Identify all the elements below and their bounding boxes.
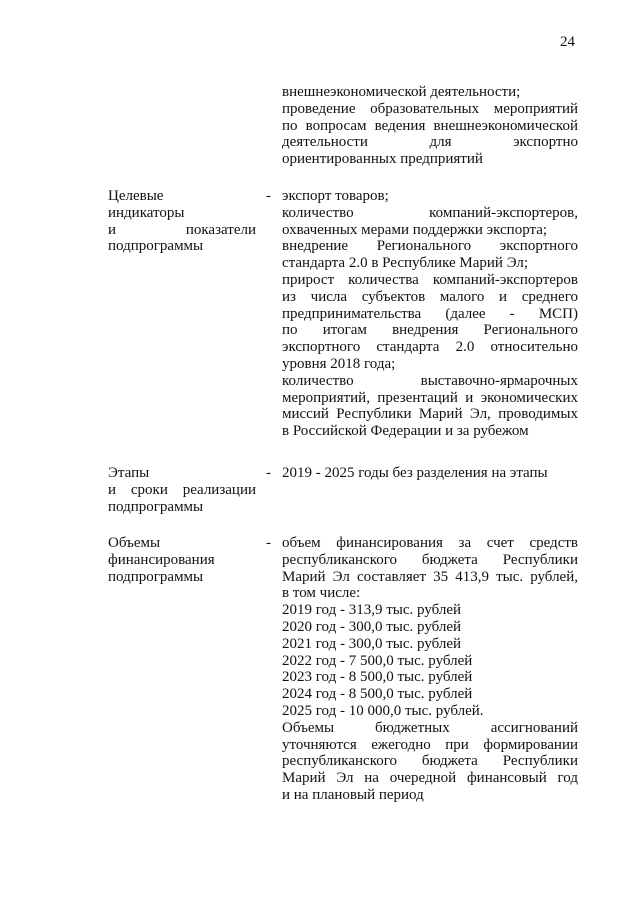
text-line: из числа субъектов малого и среднего: [282, 288, 578, 305]
section-dash: -: [266, 535, 271, 551]
text-line: внедрение Регионального экспортного: [282, 238, 578, 255]
text-line: республиканского бюджета Республики: [282, 753, 578, 770]
text-line: ориентированных предприятий: [282, 151, 483, 168]
text-line: уточняются ежегодно при формировании: [282, 736, 578, 753]
text-line: в том числе:: [282, 585, 361, 602]
section-dash: -: [266, 188, 271, 204]
text-line: 2020 год - 300,0 тыс. рублей: [282, 618, 462, 635]
page-number: 24: [560, 34, 575, 50]
section-dash: -: [266, 465, 271, 481]
label-line: Целевые: [108, 188, 164, 204]
text-line: миссий Республики Марий Эл, проводимых: [282, 406, 578, 423]
text-line: по вопросам ведения внешнеэкономической: [282, 117, 578, 134]
section-body: [282, 465, 578, 482]
text-line: 2021 год - 300,0 тыс. рублей: [282, 635, 462, 652]
text-line: экспорт товаров;: [282, 188, 389, 204]
top-continuation-text: [282, 84, 578, 168]
label-line: Этапы: [108, 465, 150, 481]
text-line: 2019 - 2025 годы без разделения на этапы: [282, 465, 548, 481]
section-body: [282, 535, 578, 804]
label-line: подпрограммы: [108, 568, 204, 585]
text-line: количество выставочно-ярмарочных: [282, 372, 578, 389]
text-line: 2023 год - 8 500,0 тыс. рублей: [282, 669, 473, 686]
text-line: по итогам внедрения Регионального: [282, 322, 578, 339]
section-label: [108, 535, 256, 585]
text-line: и на плановый период: [282, 786, 424, 803]
text-line: деятельности для экспортно: [282, 134, 578, 151]
text-line: 2025 год - 10 000,0 тыс. рублей.: [282, 702, 484, 719]
text-line: экспортного стандарта 2.0 относительно: [282, 339, 578, 356]
text-line: Марий Эл составляет 35 413,9 тыс. рублей,: [282, 568, 578, 585]
text-line: внешнеэкономической деятельности;: [282, 84, 521, 100]
text-line: республиканского бюджета Республики: [282, 551, 578, 568]
section-label: [108, 465, 256, 515]
text-line: 2024 год - 8 500,0 тыс. рублей: [282, 686, 473, 703]
section-body: [282, 188, 578, 440]
text-line: объем финансирования за счет средств: [282, 535, 578, 551]
text-line: прирост количества компаний-экспортеров: [282, 271, 578, 288]
label-line: индикаторы: [108, 204, 185, 221]
text-line: предпринимательства (далее - МСП): [282, 305, 578, 322]
text-line: мероприятий, презентаций и экономических: [282, 389, 578, 406]
text-line: охваченных мерами поддержки экспорта;: [282, 221, 548, 238]
text-line: стандарта 2.0 в Республике Марий Эл;: [282, 255, 529, 272]
label-line: Объемы: [108, 535, 161, 551]
text-line: Объемы бюджетных ассигнований: [282, 719, 578, 736]
text-line: в Российской Федерации и за рубежом: [282, 423, 529, 440]
label-line: подпрограммы: [108, 238, 204, 255]
label-line: и сроки реализации: [108, 481, 256, 498]
text-line: количество компаний-экспортеров,: [282, 204, 578, 221]
section-label: [108, 188, 256, 255]
text-line: 2019 год - 313,9 тыс. рублей: [282, 602, 462, 619]
label-line: подпрограммы: [108, 498, 204, 515]
text-line: 2022 год - 7 500,0 тыс. рублей: [282, 652, 473, 669]
text-line: уровня 2018 года;: [282, 355, 396, 372]
text-line: Марий Эл на очередной финансовый год: [282, 770, 578, 787]
text-line: проведение образовательных мероприятий: [282, 100, 578, 117]
label-line: и показатели: [108, 221, 256, 238]
label-line: финансирования: [108, 551, 215, 568]
